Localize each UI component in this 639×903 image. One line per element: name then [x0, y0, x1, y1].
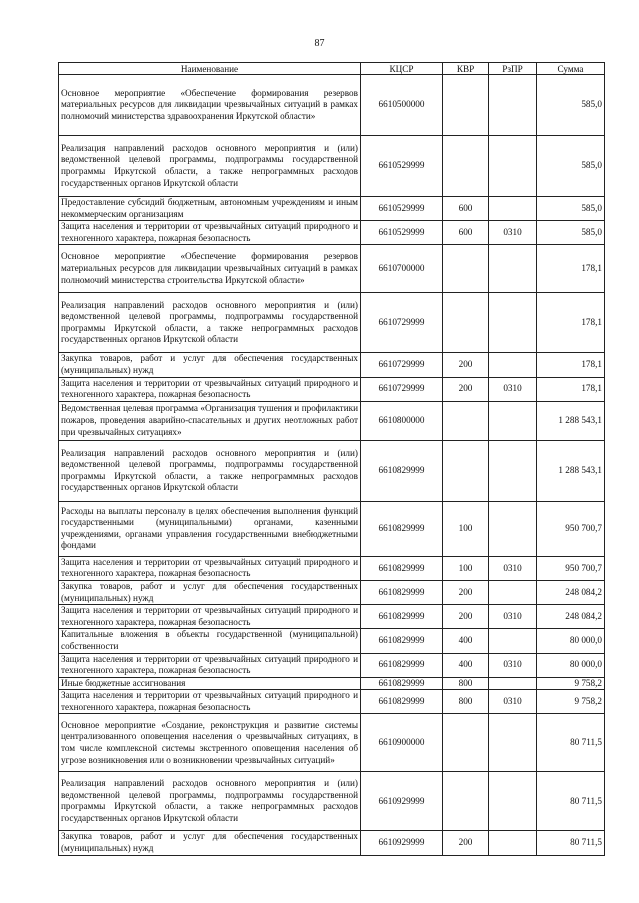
row-name-cell: Реализация направлений расходов основного мероприятия и (или) ведомственной целевой программы, подпрограммы государственной программы Иркутской области, а также непрограммных расходов государственных органов Иркутской области [59, 293, 361, 353]
row-kvr-cell [443, 136, 489, 197]
table-row [59, 677, 605, 690]
row-kcsr-cell: 6610729999 [361, 377, 443, 401]
row-kvr-cell [443, 75, 489, 136]
row-rzpr-cell: 0310 [489, 221, 537, 245]
row-sum-cell: 585,0 [537, 75, 605, 136]
table-row [59, 629, 605, 653]
row-kcsr-cell: 6610829999 [361, 677, 443, 690]
row-kcsr-cell: 6610829999 [361, 629, 443, 653]
row-name-cell: Предоставление субсидий бюджетным, автономным учреждениям и иным некоммерческим организациям [59, 197, 361, 221]
row-kcsr-cell: 6610529999 [361, 136, 443, 197]
row-kcsr-cell: 6610829999 [361, 653, 443, 677]
row-kvr-cell: 600 [443, 221, 489, 245]
table-row [59, 353, 605, 377]
row-kvr-cell: 800 [443, 677, 489, 690]
row-sum-cell: 80 000,0 [537, 629, 605, 653]
row-kvr-cell: 100 [443, 556, 489, 580]
row-rzpr-cell [489, 501, 537, 556]
row-kcsr-cell: 6610529999 [361, 221, 443, 245]
row-kcsr-cell: 6610929999 [361, 831, 443, 855]
row-kvr-cell: 400 [443, 629, 489, 653]
table-row [59, 377, 605, 401]
table-row [59, 440, 605, 501]
header-kvr: КВР [443, 63, 489, 75]
row-name-cell: Ведомственная целевая программа «Организация тушения и профилактики пожаров, проведения аварийно-спасательных и других неотложных работ при чрезвычайных ситуациях» [59, 401, 361, 440]
table-row [59, 831, 605, 855]
row-kcsr-cell: 6610829999 [361, 690, 443, 714]
row-kvr-cell: 600 [443, 197, 489, 221]
row-name-cell: Защита населения и территории от чрезвычайных ситуаций природного и техногенного характера, пожарная безопасность [59, 556, 361, 580]
row-sum-cell: 585,0 [537, 136, 605, 197]
row-sum-cell: 80 711,5 [537, 831, 605, 855]
table-row [59, 556, 605, 580]
row-rzpr-cell [489, 440, 537, 501]
row-kcsr-cell: 6610900000 [361, 714, 443, 772]
row-name-cell: Закупка товаров, работ и услуг для обеспечения государственных (муниципальных) нужд [59, 580, 361, 604]
table-row [59, 197, 605, 221]
table-row [59, 245, 605, 293]
table-row [59, 401, 605, 440]
table-body [59, 75, 605, 856]
row-sum-cell: 1 288 543,1 [537, 440, 605, 501]
table-row [59, 580, 605, 604]
row-rzpr-cell [489, 580, 537, 604]
row-kcsr-cell: 6610829999 [361, 440, 443, 501]
row-kvr-cell: 200 [443, 377, 489, 401]
header-sum: Сумма [537, 63, 605, 75]
table-row [59, 714, 605, 772]
table-header-row [59, 63, 605, 75]
row-kcsr-cell: 6610700000 [361, 245, 443, 293]
row-name-cell: Защита населения и территории от чрезвычайных ситуаций природного и техногенного характера, пожарная безопасность [59, 221, 361, 245]
row-name-cell: Капитальные вложения в объекты государственной (муниципальной) собственности [59, 629, 361, 653]
row-kcsr-cell: 6610829999 [361, 556, 443, 580]
row-sum-cell: 585,0 [537, 221, 605, 245]
row-kcsr-cell: 6610829999 [361, 605, 443, 629]
row-sum-cell: 9 758,2 [537, 677, 605, 690]
row-kvr-cell: 400 [443, 653, 489, 677]
row-name-cell: Закупка товаров, работ и услуг для обеспечения государственных (муниципальных) нужд [59, 353, 361, 377]
row-kvr-cell: 100 [443, 501, 489, 556]
table-row [59, 653, 605, 677]
row-rzpr-cell [489, 353, 537, 377]
row-name-cell: Иные бюджетные ассигнования [59, 677, 361, 690]
row-name-cell: Основное мероприятие «Обеспечение формирования резервов материальных ресурсов для ликвидации чрезвычайных ситуаций в рамках полномочий министерства строительства Иркутской области» [59, 245, 361, 293]
table-row [59, 501, 605, 556]
row-kvr-cell: 200 [443, 580, 489, 604]
row-name-cell: Защита населения и территории от чрезвычайных ситуаций природного и техногенного характера, пожарная безопасность [59, 605, 361, 629]
row-sum-cell: 80 711,5 [537, 714, 605, 772]
row-name-cell: Основное мероприятие «Обеспечение формирования резервов материальных ресурсов для ликвидации чрезвычайных ситуаций в рамках полномочий министерства здравоохранения Иркутской области» [59, 75, 361, 136]
row-name-cell: Расходы на выплаты персоналу в целях обеспечения выполнения функций государственными (муниципальными) органами, казенными учреждениями, органами управления государственными внебюджетными фондами [59, 501, 361, 556]
row-kcsr-cell: 6610800000 [361, 401, 443, 440]
row-kcsr-cell: 6610529999 [361, 197, 443, 221]
header-name: Наименование [59, 63, 361, 75]
row-sum-cell: 9 758,2 [537, 690, 605, 714]
row-rzpr-cell: 0310 [489, 377, 537, 401]
row-kvr-cell: 200 [443, 353, 489, 377]
row-kcsr-cell: 6610829999 [361, 501, 443, 556]
row-rzpr-cell [489, 831, 537, 855]
row-kvr-cell [443, 714, 489, 772]
row-name-cell: Защита населения и территории от чрезвычайных ситуаций природного и техногенного характера, пожарная безопасность [59, 690, 361, 714]
table-row [59, 293, 605, 353]
table-row [59, 690, 605, 714]
budget-table [58, 62, 605, 856]
row-sum-cell: 248 084,2 [537, 605, 605, 629]
row-sum-cell: 1 288 543,1 [537, 401, 605, 440]
table-row [59, 136, 605, 197]
header-kcsr: КЦСР [361, 63, 443, 75]
row-rzpr-cell [489, 293, 537, 353]
row-sum-cell: 950 700,7 [537, 556, 605, 580]
row-rzpr-cell [489, 75, 537, 136]
row-kcsr-cell: 6610729999 [361, 293, 443, 353]
row-kvr-cell [443, 293, 489, 353]
row-sum-cell: 950 700,7 [537, 501, 605, 556]
row-kvr-cell: 800 [443, 690, 489, 714]
row-kvr-cell [443, 401, 489, 440]
row-kvr-cell [443, 772, 489, 831]
row-rzpr-cell [489, 629, 537, 653]
row-name-cell: Реализация направлений расходов основного мероприятия и (или) ведомственной целевой программы, подпрограммы государственной программы Иркутской области, а также непрограммных расходов государственных органов Иркутской области [59, 440, 361, 501]
page-number: 87 [314, 38, 325, 49]
row-rzpr-cell [489, 401, 537, 440]
table-row [59, 75, 605, 136]
table-row [59, 605, 605, 629]
header-rzpr: РзПР [489, 63, 537, 75]
row-rzpr-cell: 0310 [489, 653, 537, 677]
row-name-cell: Реализация направлений расходов основного мероприятия и (или) ведомственной целевой программы, подпрограммы государственной программы Иркутской области, а также непрограммных расходов государственных органов Иркутской области [59, 772, 361, 831]
row-sum-cell: 178,1 [537, 353, 605, 377]
row-rzpr-cell: 0310 [489, 556, 537, 580]
row-sum-cell: 80 711,5 [537, 772, 605, 831]
row-kvr-cell [443, 245, 489, 293]
row-sum-cell: 248 084,2 [537, 580, 605, 604]
row-kcsr-cell: 6610500000 [361, 75, 443, 136]
row-rzpr-cell: 0310 [489, 690, 537, 714]
row-rzpr-cell [489, 714, 537, 772]
table-row [59, 772, 605, 831]
row-name-cell: Реализация направлений расходов основного мероприятия и (или) ведомственной целевой программы, подпрограммы государственной программы Иркутской области, а также непрограммных расходов государственных органов Иркутской области [59, 136, 361, 197]
row-sum-cell: 178,1 [537, 293, 605, 353]
row-kvr-cell [443, 440, 489, 501]
row-rzpr-cell [489, 245, 537, 293]
row-sum-cell: 178,1 [537, 245, 605, 293]
row-sum-cell: 80 000,0 [537, 653, 605, 677]
row-name-cell: Закупка товаров, работ и услуг для обеспечения государственных (муниципальных) нужд [59, 831, 361, 855]
row-rzpr-cell [489, 197, 537, 221]
table-row [59, 221, 605, 245]
row-rzpr-cell [489, 677, 537, 690]
row-kvr-cell: 200 [443, 605, 489, 629]
row-sum-cell: 585,0 [537, 197, 605, 221]
row-kcsr-cell: 6610929999 [361, 772, 443, 831]
row-rzpr-cell [489, 772, 537, 831]
row-kcsr-cell: 6610829999 [361, 580, 443, 604]
row-rzpr-cell: 0310 [489, 605, 537, 629]
row-name-cell: Защита населения и территории от чрезвычайных ситуаций природного и техногенного характера, пожарная безопасность [59, 653, 361, 677]
row-rzpr-cell [489, 136, 537, 197]
row-name-cell: Основное мероприятие «Создание, реконструкция и развитие системы централизованного оповещения населения о чрезвычайных ситуациях, в том числе комплексной системы экстренного оповещения населения об угрозе возникновения или о возникновении чрезвычайных ситуаций» [59, 714, 361, 772]
row-sum-cell: 178,1 [537, 377, 605, 401]
row-name-cell: Защита населения и территории от чрезвычайных ситуаций природного и техногенного характера, пожарная безопасность [59, 377, 361, 401]
row-kcsr-cell: 6610729999 [361, 353, 443, 377]
row-kvr-cell: 200 [443, 831, 489, 855]
